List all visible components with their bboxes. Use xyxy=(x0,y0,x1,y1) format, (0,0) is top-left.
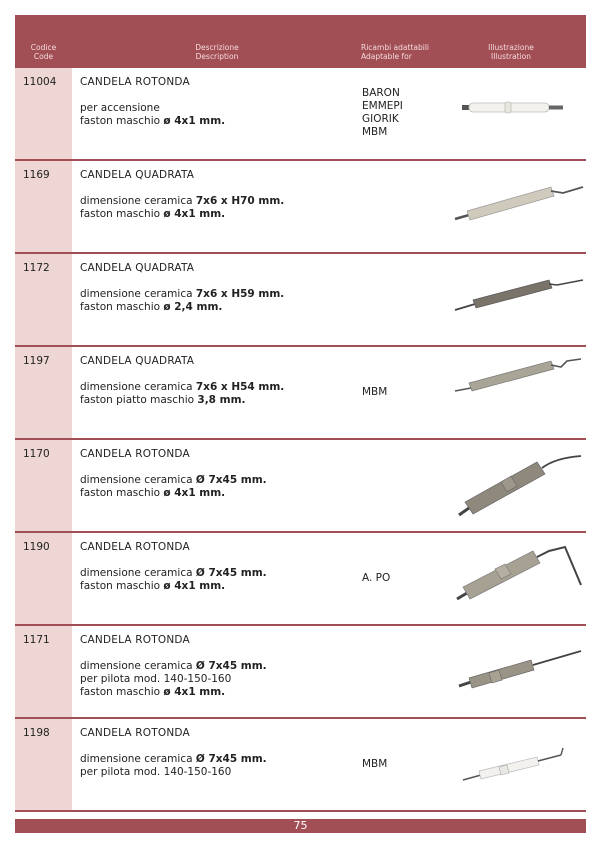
desc-text: dimensione ceramica xyxy=(80,195,196,207)
page-number: 75 xyxy=(293,819,308,832)
electrode-illustration xyxy=(445,254,586,347)
electrode-rod xyxy=(549,106,563,110)
product-description xyxy=(80,474,267,500)
desc-text: faston maschio xyxy=(80,115,164,127)
adaptable-brand: MBM xyxy=(362,386,388,398)
product-title: CANDELA QUADRATA xyxy=(80,169,195,181)
desc-bold: 3,8 mm. xyxy=(197,394,246,406)
desc-text: faston maschio xyxy=(80,301,164,313)
desc-bold: Ø 7x45 mm. xyxy=(195,474,267,486)
electrode-rod xyxy=(551,359,581,367)
electrode-rod xyxy=(533,651,581,665)
product-description xyxy=(80,195,284,221)
table-row xyxy=(15,719,586,812)
top-band xyxy=(15,15,586,40)
desc-text: per accensione xyxy=(80,102,160,114)
desc-text: dimensione ceramica xyxy=(80,381,196,393)
table-header xyxy=(15,40,586,68)
desc-bold: ø 2,4 mm. xyxy=(163,301,223,313)
terminal-tip xyxy=(459,508,469,515)
header-illus-it: Illustrazione xyxy=(488,43,534,52)
header-illus-en: Illustration xyxy=(490,52,532,61)
desc-text: faston maschio xyxy=(80,208,164,220)
product-code: 1169 xyxy=(23,169,50,181)
desc-line xyxy=(80,474,267,487)
header-adapt-it: Ricambi adattabili xyxy=(361,43,429,52)
product-title: CANDELA ROTONDA xyxy=(80,541,190,553)
desc-text: faston maschio xyxy=(80,487,164,499)
desc-text: per pilota mod. 140-150-160 xyxy=(80,673,232,685)
product-title: CANDELA ROTONDA xyxy=(80,76,190,88)
table-row xyxy=(15,68,586,161)
adaptable-list xyxy=(362,572,390,585)
header-code-en: Code xyxy=(33,52,54,61)
product-code: 11004 xyxy=(23,76,57,88)
header-desc-it: Descrizione xyxy=(195,43,239,52)
product-code: 1172 xyxy=(23,262,50,274)
product-description xyxy=(80,660,267,699)
header-adaptable xyxy=(361,43,431,61)
desc-bold: ø 4x1 mm. xyxy=(163,208,226,220)
terminal-tip xyxy=(463,775,481,780)
desc-bold: 7x6 x H54 mm. xyxy=(195,381,285,393)
electrode-illustration xyxy=(445,719,586,812)
desc-bold: ø 4x1 mm. xyxy=(163,115,226,127)
table-row xyxy=(15,440,586,533)
desc-line xyxy=(80,673,267,686)
table-row xyxy=(15,626,586,719)
electrode-illustration xyxy=(445,161,586,254)
desc-line xyxy=(80,102,225,115)
desc-text: faston maschio xyxy=(80,580,164,592)
desc-line xyxy=(80,195,284,208)
product-code: 1197 xyxy=(23,355,50,367)
adaptable-brand: EMMEPI xyxy=(362,100,403,112)
header-code xyxy=(15,43,72,61)
desc-line xyxy=(80,115,225,128)
desc-bold: ø 4x1 mm. xyxy=(163,686,226,698)
ceramic-collar xyxy=(505,102,511,113)
product-description xyxy=(80,567,267,593)
terminal-tip xyxy=(457,593,467,599)
desc-line xyxy=(80,660,267,673)
electrode-rod xyxy=(549,280,583,285)
desc-bold: 7x6 x H70 mm. xyxy=(195,195,285,207)
electrode-illustration xyxy=(445,533,586,626)
product-description xyxy=(80,381,284,407)
product-description xyxy=(80,288,284,314)
terminal-tip xyxy=(455,215,469,219)
ceramic-body xyxy=(469,361,554,391)
table-row xyxy=(15,533,586,626)
ceramic-body xyxy=(479,757,539,779)
electrode-rod xyxy=(538,755,561,761)
header-adapt-en: Adaptable for xyxy=(361,52,412,61)
ceramic-body xyxy=(469,660,534,688)
terminal-tip xyxy=(455,304,475,310)
adaptable-brand: MBM xyxy=(362,758,388,770)
electrode-rod-tip xyxy=(561,748,563,755)
product-title: CANDELA QUADRATA xyxy=(80,262,195,274)
desc-text: faston piatto maschio xyxy=(80,394,198,406)
product-title: CANDELA QUADRATA xyxy=(80,355,195,367)
desc-line xyxy=(80,381,284,394)
desc-text: faston maschio xyxy=(80,686,164,698)
adaptable-list xyxy=(362,386,387,399)
adaptable-brand: MBM xyxy=(362,126,388,138)
electrode-illustration xyxy=(445,347,586,440)
adaptable-list xyxy=(362,87,403,139)
desc-line xyxy=(80,686,267,699)
desc-line xyxy=(80,487,267,500)
electrode-illustration xyxy=(445,68,586,161)
electrode-rod xyxy=(551,187,583,193)
product-description xyxy=(80,753,267,779)
table-row xyxy=(15,254,586,347)
desc-line xyxy=(80,766,267,779)
product-code: 1171 xyxy=(23,634,50,646)
product-code: 1170 xyxy=(23,448,50,460)
page-footer xyxy=(15,819,586,833)
product-title: CANDELA ROTONDA xyxy=(80,634,190,646)
product-title: CANDELA ROTONDA xyxy=(80,727,190,739)
electrode-rod xyxy=(537,547,581,585)
desc-line xyxy=(80,580,267,593)
ceramic-collar xyxy=(499,765,509,775)
row-separator xyxy=(15,810,586,812)
electrode-illustration xyxy=(445,626,586,719)
desc-line xyxy=(80,753,267,766)
desc-text: per pilota mod. 140-150-160 xyxy=(80,766,232,778)
desc-text: dimensione ceramica xyxy=(80,474,196,486)
desc-bold: Ø 7x45 mm. xyxy=(195,660,267,672)
desc-line xyxy=(80,567,267,580)
ceramic-body xyxy=(467,187,554,220)
electrode-illustration xyxy=(445,440,586,533)
desc-bold: Ø 7x45 mm. xyxy=(195,567,267,579)
product-title: CANDELA ROTONDA xyxy=(80,448,190,460)
product-code: 1198 xyxy=(23,727,50,739)
desc-line xyxy=(80,394,284,407)
header-illustration xyxy=(461,43,561,61)
header-desc-en: Description xyxy=(195,52,239,61)
desc-bold: 7x6 x H59 mm. xyxy=(195,288,285,300)
adaptable-brand: BARON xyxy=(362,87,400,99)
desc-bold: ø 4x1 mm. xyxy=(163,487,226,499)
desc-line xyxy=(80,301,284,314)
adaptable-brand: GIORIK xyxy=(362,113,399,125)
header-code-it: Codice xyxy=(30,43,57,52)
desc-text: dimensione ceramica xyxy=(80,753,196,765)
adaptable-brand: A. PO xyxy=(362,572,391,584)
desc-line xyxy=(80,288,284,301)
desc-bold: ø 4x1 mm. xyxy=(163,580,226,592)
terminal-tip xyxy=(459,682,471,686)
header-description xyxy=(72,43,362,61)
product-code: 1190 xyxy=(23,541,50,553)
electrode-rod xyxy=(542,456,581,468)
desc-text: dimensione ceramica xyxy=(80,660,196,672)
ceramic-body xyxy=(473,280,552,308)
table-row xyxy=(15,347,586,440)
table-row xyxy=(15,161,586,254)
desc-text: dimensione ceramica xyxy=(80,288,196,300)
desc-bold: Ø 7x45 mm. xyxy=(195,753,267,765)
desc-text: dimensione ceramica xyxy=(80,567,196,579)
terminal-tip xyxy=(455,388,471,391)
product-description xyxy=(80,102,225,128)
adaptable-list xyxy=(362,758,387,771)
desc-line xyxy=(80,208,284,221)
